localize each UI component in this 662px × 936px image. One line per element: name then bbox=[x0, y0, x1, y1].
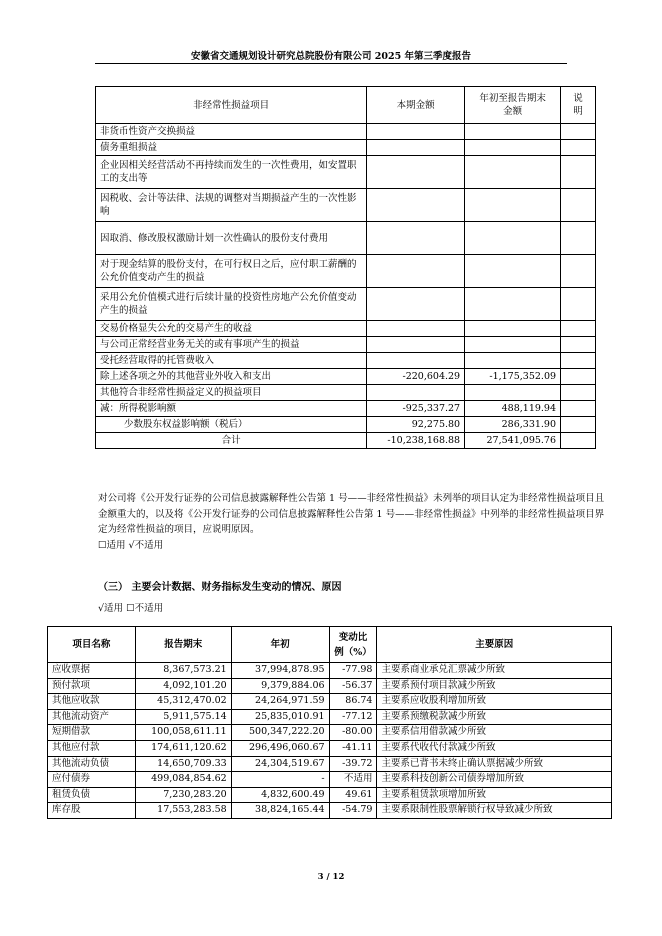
end-cell: 100,058,611.11 bbox=[135, 725, 231, 741]
ytd-amount-cell bbox=[465, 288, 561, 321]
note-cell bbox=[561, 255, 596, 288]
table-row bbox=[96, 369, 596, 385]
name-cell: 其他流动负债 bbox=[48, 756, 136, 772]
end-cell: 499,084,854.62 bbox=[135, 772, 231, 788]
name-cell: 其他应收款 bbox=[48, 694, 136, 710]
start-cell: 24,264,971.59 bbox=[231, 694, 329, 710]
table-row bbox=[48, 663, 612, 679]
note-cell bbox=[561, 189, 596, 222]
change-cell: -77.12 bbox=[329, 709, 377, 725]
table-row bbox=[48, 678, 612, 694]
item-cell: 因取消、修改股权激励计划一次性确认的股份支付费用 bbox=[96, 222, 367, 255]
table-row bbox=[96, 288, 596, 321]
changes-table bbox=[47, 626, 612, 819]
start-cell: 500,347,222.20 bbox=[231, 725, 329, 741]
start-cell: 38,824,165.44 bbox=[231, 803, 329, 819]
name-cell: 租赁负债 bbox=[48, 787, 136, 803]
item-cell: 合计 bbox=[96, 433, 367, 449]
note-cell bbox=[561, 433, 596, 449]
note-cell bbox=[561, 288, 596, 321]
note-cell bbox=[561, 156, 596, 189]
page-number: 3 / 12 bbox=[317, 872, 345, 882]
table-row bbox=[48, 709, 612, 725]
change-cell: -54.79 bbox=[329, 803, 377, 819]
table-row bbox=[48, 803, 612, 819]
col-header-year-start: 年初 bbox=[231, 627, 329, 663]
current-amount-cell bbox=[367, 222, 465, 255]
current-amount-cell bbox=[367, 353, 465, 369]
start-cell: 24,304,519.67 bbox=[231, 756, 329, 772]
end-cell: 17,553,283.58 bbox=[135, 803, 231, 819]
item-cell: 除上述各项之外的其他营业外收入和支出 bbox=[96, 369, 367, 385]
current-amount-cell: -925,337.27 bbox=[367, 401, 465, 417]
name-cell: 预付款项 bbox=[48, 678, 136, 694]
reason-cell: 主要系限制性股票解锁行权导致减少所致 bbox=[377, 803, 612, 819]
end-cell: 7,230,283.20 bbox=[135, 787, 231, 803]
col-header-reason: 主要原因 bbox=[377, 627, 612, 663]
current-amount-cell bbox=[367, 385, 465, 401]
current-amount-cell bbox=[367, 321, 465, 337]
end-cell: 174,611,120.62 bbox=[135, 740, 231, 756]
col-header-name: 项目名称 bbox=[48, 627, 136, 663]
name-cell: 应收票据 bbox=[48, 663, 136, 679]
ytd-amount-cell bbox=[465, 353, 561, 369]
start-cell: 296,496,060.67 bbox=[231, 740, 329, 756]
current-amount-cell bbox=[367, 140, 465, 156]
note-cell bbox=[561, 369, 596, 385]
reason-cell: 主要系预缴税款减少所致 bbox=[377, 709, 612, 725]
item-cell: 减：所得税影响额 bbox=[96, 401, 367, 417]
note-cell bbox=[561, 140, 596, 156]
current-amount-cell bbox=[367, 189, 465, 222]
item-cell: 受托经营取得的托管费收入 bbox=[96, 353, 367, 369]
col-header-change: 变动比 例（%） bbox=[329, 627, 377, 663]
reason-cell: 主要系应收股利增加所致 bbox=[377, 694, 612, 710]
note-cell bbox=[561, 401, 596, 417]
ytd-amount-cell bbox=[465, 189, 561, 222]
reason-cell: 主要系已背书未终止确认票据减少所致 bbox=[377, 756, 612, 772]
table-row bbox=[96, 401, 596, 417]
ytd-amount-cell bbox=[465, 321, 561, 337]
header-rule bbox=[95, 63, 567, 64]
current-amount-cell: -10,238,168.88 bbox=[367, 433, 465, 449]
reason-cell: 主要系租赁款项增加所致 bbox=[377, 787, 612, 803]
name-cell: 其他应付款 bbox=[48, 740, 136, 756]
col-header-current: 本期金额 bbox=[367, 87, 465, 124]
start-cell: 9,379,884.06 bbox=[231, 678, 329, 694]
current-amount-cell bbox=[367, 337, 465, 353]
table-row bbox=[96, 417, 596, 433]
table-row bbox=[48, 787, 612, 803]
note-cell bbox=[561, 222, 596, 255]
table-row bbox=[96, 222, 596, 255]
table-row bbox=[96, 189, 596, 222]
table-row bbox=[96, 255, 596, 288]
note-cell bbox=[561, 337, 596, 353]
ytd-amount-cell bbox=[465, 337, 561, 353]
note-cell bbox=[561, 124, 596, 140]
name-cell: 应付债券 bbox=[48, 772, 136, 788]
end-cell: 5,911,575.14 bbox=[135, 709, 231, 725]
current-amount-cell: -220,604.29 bbox=[367, 369, 465, 385]
item-cell: 债务重组损益 bbox=[96, 140, 367, 156]
current-amount-cell bbox=[367, 156, 465, 189]
table-row bbox=[48, 756, 612, 772]
change-cell: 86.74 bbox=[329, 694, 377, 710]
item-cell: 与公司正常经营业务无关的或有事项产生的损益 bbox=[96, 337, 367, 353]
change-cell: 不适用 bbox=[329, 772, 377, 788]
reason-cell: 主要系预付项目款减少所致 bbox=[377, 678, 612, 694]
note-cell bbox=[561, 321, 596, 337]
start-cell: 4,832,600.49 bbox=[231, 787, 329, 803]
reason-cell: 主要系科技创新公司债券增加所致 bbox=[377, 772, 612, 788]
col-header-period-end: 报告期末 bbox=[135, 627, 231, 663]
note-applies: ☐适用 √不适用 bbox=[98, 539, 164, 551]
ytd-amount-cell bbox=[465, 124, 561, 140]
end-cell: 4,092,101.20 bbox=[135, 678, 231, 694]
change-cell: 49.61 bbox=[329, 787, 377, 803]
end-cell: 45,312,470.02 bbox=[135, 694, 231, 710]
col-header-note: 说 明 bbox=[561, 87, 596, 124]
item-cell: 对于现金结算的股份支付，在可行权日之后，应付职工薪酬的公允价值变动产生的损益 bbox=[96, 255, 367, 288]
name-cell: 其他流动资产 bbox=[48, 709, 136, 725]
table-row bbox=[96, 124, 596, 140]
table-row bbox=[96, 353, 596, 369]
section-applies: √适用 ☐不适用 bbox=[98, 603, 164, 614]
report-header: 安徽省交通规划设计研究总院股份有限公司 2025 年第三季度报告 bbox=[190, 51, 472, 62]
start-cell: 37,994,878.95 bbox=[231, 663, 329, 679]
table-row bbox=[48, 725, 612, 741]
note-cell bbox=[561, 353, 596, 369]
table-row bbox=[96, 140, 596, 156]
current-amount-cell bbox=[367, 124, 465, 140]
change-cell: -77.98 bbox=[329, 663, 377, 679]
table-row bbox=[96, 433, 596, 449]
item-cell: 企业因相关经营活动不再持续而发生的一次性费用，如安置职工的支出等 bbox=[96, 156, 367, 189]
change-cell: -39.72 bbox=[329, 756, 377, 772]
change-cell: -56.37 bbox=[329, 678, 377, 694]
col-header-ytd: 年初至报告期末 金额 bbox=[465, 87, 561, 124]
reason-cell: 主要系商业承兑汇票减少所致 bbox=[377, 663, 612, 679]
col-header-item: 非经常性损益项目 bbox=[96, 87, 367, 124]
reason-cell: 主要系信用借款减少所致 bbox=[377, 725, 612, 741]
table-row bbox=[96, 321, 596, 337]
item-cell: 采用公允价值模式进行后续计量的投资性房地产公允价值变动产生的损益 bbox=[96, 288, 367, 321]
name-cell: 库存股 bbox=[48, 803, 136, 819]
ytd-amount-cell: 488,119.94 bbox=[465, 401, 561, 417]
table-row bbox=[48, 772, 612, 788]
table-row bbox=[96, 156, 596, 189]
item-cell: 因税收、会计等法律、法规的调整对当期损益产生的一次性影响 bbox=[96, 189, 367, 222]
end-cell: 8,367,573.21 bbox=[135, 663, 231, 679]
end-cell: 14,650,709.33 bbox=[135, 756, 231, 772]
section-title: （三） 主要会计数据、财务指标发生变动的情况、原因 bbox=[98, 582, 342, 593]
item-cell: 少数股东权益影响额（税后） bbox=[96, 417, 367, 433]
current-amount-cell bbox=[367, 255, 465, 288]
start-cell: 25,835,010.91 bbox=[231, 709, 329, 725]
item-cell: 其他符合非经常性损益定义的损益项目 bbox=[96, 385, 367, 401]
ytd-amount-cell bbox=[465, 140, 561, 156]
ytd-amount-cell bbox=[465, 255, 561, 288]
note-cell bbox=[561, 417, 596, 433]
note-paragraph bbox=[98, 491, 608, 553]
reason-cell: 主要系代收代付款减少所致 bbox=[377, 740, 612, 756]
table-row bbox=[48, 740, 612, 756]
ytd-amount-cell bbox=[465, 385, 561, 401]
name-cell: 短期借款 bbox=[48, 725, 136, 741]
item-cell: 交易价格显失公允的交易产生的收益 bbox=[96, 321, 367, 337]
table-row bbox=[48, 694, 612, 710]
current-amount-cell: 92,275.80 bbox=[367, 417, 465, 433]
table-row bbox=[96, 385, 596, 401]
note-cell bbox=[561, 385, 596, 401]
ytd-amount-cell: -1,175,352.09 bbox=[465, 369, 561, 385]
item-cell: 非货币性资产交换损益 bbox=[96, 124, 367, 140]
ytd-amount-cell: 286,331.90 bbox=[465, 417, 561, 433]
table-row bbox=[96, 337, 596, 353]
change-cell: -41.11 bbox=[329, 740, 377, 756]
non-recurring-gains-table bbox=[95, 86, 596, 449]
ytd-amount-cell: 27,541,095.76 bbox=[465, 433, 561, 449]
ytd-amount-cell bbox=[465, 156, 561, 189]
change-cell: -80.00 bbox=[329, 725, 377, 741]
start-cell: - bbox=[231, 772, 329, 788]
current-amount-cell bbox=[367, 288, 465, 321]
note-text: 对公司将《公开发行证券的公司信息披露解释性公告第 1 号——非经常性损益》未列举的项目认定为非经常性损益项目且金额重大的，以及将《公开发行证券的公司信息披露解释性公告第 1 号——非经常性损益》中列举的非经常性损益项目界定为经常性损益的项目，应说明原因。 bbox=[98, 493, 605, 535]
ytd-amount-cell bbox=[465, 222, 561, 255]
